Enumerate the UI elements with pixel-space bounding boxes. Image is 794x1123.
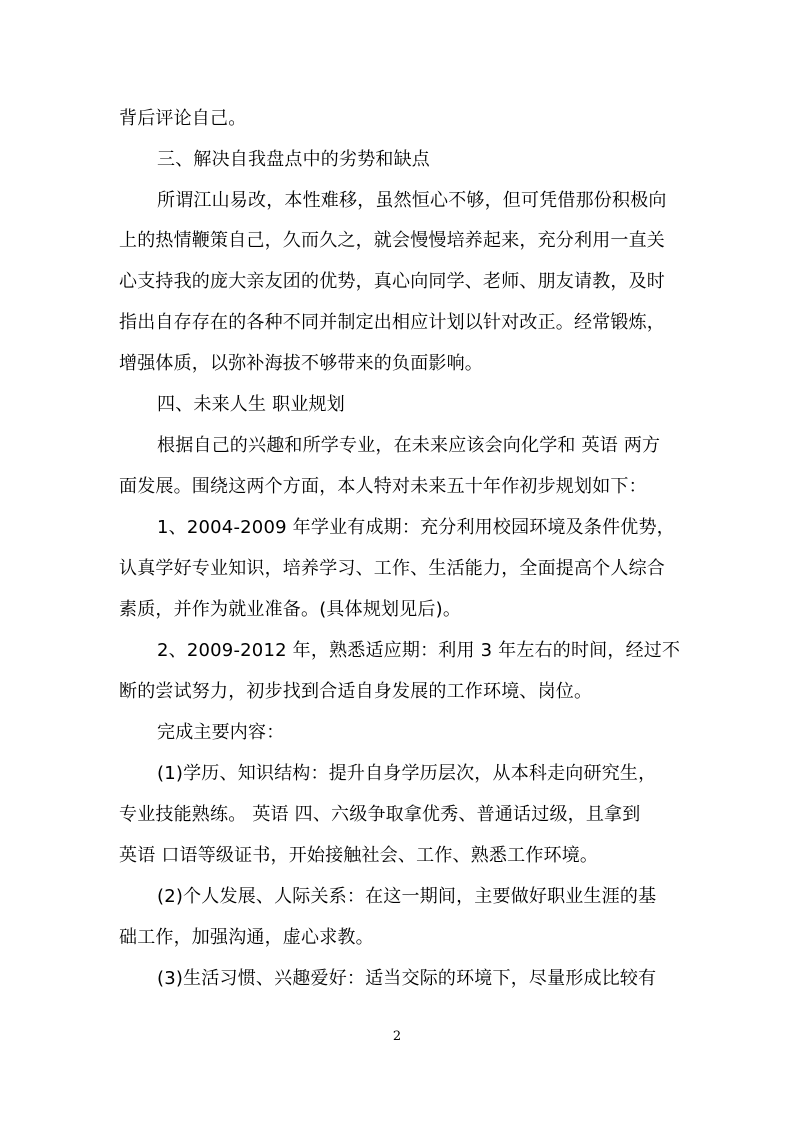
text-line: 础工作，加强沟通，虚心求教。 bbox=[119, 927, 374, 948]
text-line: 增强体质，以弥补海拔不够带来的负面影响。 bbox=[119, 353, 483, 374]
text-line: 断的尝试努力，初步找到合适自身发展的工作环境、岗位。 bbox=[119, 681, 593, 702]
text-line: 上的热情鞭策自己，久而久之，就会慢慢培养起来，充分利用一直关 bbox=[119, 230, 665, 251]
text-line: 英语 口语等级证书，开始接触社会、工作、熟悉工作环境。 bbox=[119, 845, 599, 866]
text-line: 完成主要内容： bbox=[157, 722, 285, 743]
text-line: 认真学好专业知识，培养学习、工作、生活能力，全面提高个人综合 bbox=[119, 558, 665, 579]
text-line: 根据自己的兴趣和所学专业，在未来应该会向化学和 英语 两方 bbox=[157, 435, 661, 456]
page-number: 2 bbox=[392, 1029, 402, 1044]
text-line: 背后评论自己。 bbox=[119, 108, 247, 129]
text-line: 面发展。围绕这两个方面，本人特对未来五十年作初步规划如下： bbox=[119, 476, 647, 497]
text-line: (1)学历、知识结构：提升自身学历层次，从本科走向研究生， bbox=[157, 763, 657, 784]
text-line: (2)个人发展、人际关系：在这一期间，主要做好职业生涯的基 bbox=[157, 886, 657, 907]
text-line: (3)生活习惯、兴趣爱好：适当交际的环境下，尽量形成比较有 bbox=[157, 968, 657, 989]
text-line: 2、2009-2012 年，熟悉适应期：利用 3 年左右的时间，经过不 bbox=[157, 640, 681, 661]
text-line: 所谓江山易改，本性难移，虽然恒心不够，但可凭借那份积极向 bbox=[157, 190, 667, 211]
text-line: 专业技能熟练。 英语 四、六级争取拿优秀、普通话过级，且拿到 bbox=[119, 804, 641, 825]
section-heading: 四、未来人生 职业规划 bbox=[157, 394, 345, 415]
text-line: 心支持我的庞大亲友团的优势，真心向同学、老师、朋友请教，及时 bbox=[119, 271, 665, 292]
text-line: 素质，并作为就业准备。(具体规划见后)。 bbox=[119, 599, 462, 620]
section-heading: 三、解决自我盘点中的劣势和缺点 bbox=[157, 149, 430, 170]
text-line: 1、2004-2009 年学业有成期：充分利用校园环境及条件优势， bbox=[157, 517, 675, 538]
text-line: 指出自存存在的各种不同并制定出相应计划以针对改正。经常锻炼， bbox=[119, 312, 665, 333]
